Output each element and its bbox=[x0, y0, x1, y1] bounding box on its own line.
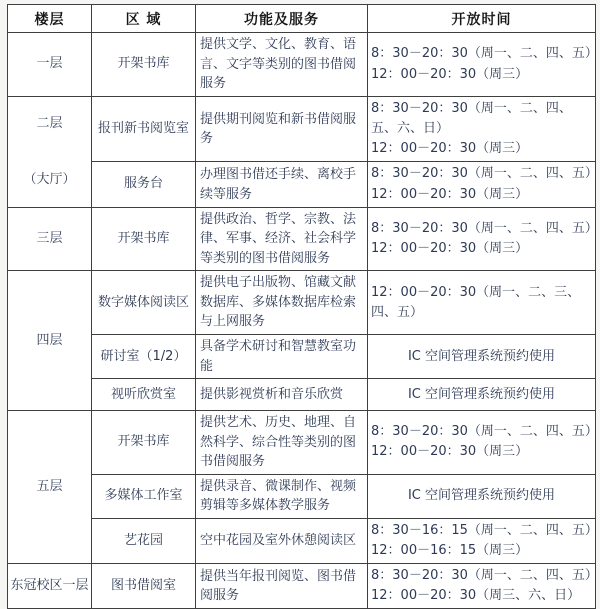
hours-line: 12：00－20：30（周三） bbox=[371, 444, 529, 460]
hours-line: IC 空间管理系统预约使用 bbox=[407, 386, 556, 402]
floor-label: 二层 bbox=[36, 115, 63, 131]
floor-cell bbox=[8, 271, 92, 411]
table-row bbox=[8, 207, 596, 271]
floor-cell bbox=[8, 97, 92, 208]
hours-line: 12：00－20：30（周三） bbox=[371, 66, 529, 82]
hours-line: 12：00－20：30（周一、二、三、四、五） bbox=[371, 284, 581, 320]
service-cell: 提供影视赏析和音乐欣赏 bbox=[196, 379, 368, 411]
header-hours: 开放时间 bbox=[368, 5, 596, 33]
table-row bbox=[8, 379, 596, 411]
table-row bbox=[8, 162, 596, 207]
service-cell: 提供电子出版物、馆藏文献数据库、多媒体数据库检索与上网服务 bbox=[196, 271, 368, 335]
header-floor: 楼层 bbox=[8, 5, 92, 33]
hours-line: 8：30－20：30（周一、二、四、五） bbox=[371, 424, 598, 440]
area-cell: 服务台 bbox=[92, 162, 196, 207]
hours-line: 8：30－20：30（周一、二、四、五） bbox=[371, 220, 598, 236]
area-cell: 开架书库 bbox=[92, 33, 196, 97]
hours-cell bbox=[368, 207, 596, 271]
hours-line: 8：30－20：30（周一、二、四、五） bbox=[371, 46, 598, 62]
hours-cell bbox=[368, 162, 596, 207]
hours-cell bbox=[368, 411, 596, 475]
hours-line: 12：00－20：30（周三、六、日） bbox=[371, 588, 581, 604]
floor-cell bbox=[8, 33, 92, 97]
area-cell: 开架书库 bbox=[92, 411, 196, 475]
area-cell: 报刊新书阅览室 bbox=[92, 97, 196, 162]
area-cell: 研讨室（1/2） bbox=[92, 335, 196, 379]
hours-cell bbox=[368, 97, 596, 162]
hours-line: 12：00－20：30（周三） bbox=[371, 240, 529, 256]
floor-cell bbox=[8, 411, 92, 564]
service-cell: 办理图书借还手续、离校手续等服务 bbox=[196, 162, 368, 207]
service-cell: 提供期刊阅览和新书借阅服务 bbox=[196, 97, 368, 162]
floor-cell bbox=[8, 207, 92, 271]
floor-label: 一层 bbox=[36, 56, 63, 72]
service-cell: 具备学术研讨和智慧教室功能 bbox=[196, 335, 368, 379]
table-row bbox=[8, 97, 596, 162]
service-cell: 提供艺术、历史、地理、自然科学、综合性等类别的图书借阅服务 bbox=[196, 411, 368, 475]
hours-line: 8：30－20：30（周一、二、四、五） bbox=[371, 567, 598, 583]
hours-cell bbox=[368, 335, 596, 379]
floor-label: 三层 bbox=[36, 230, 63, 246]
hours-line: IC 空间管理系统预约使用 bbox=[407, 488, 556, 504]
table-row bbox=[8, 271, 596, 335]
hours-cell bbox=[368, 379, 596, 411]
library-hours-table bbox=[7, 4, 596, 609]
floor-label: 四层 bbox=[36, 332, 63, 348]
area-cell: 多媒体工作室 bbox=[92, 474, 196, 518]
hours-cell bbox=[368, 474, 596, 518]
table-row bbox=[8, 411, 596, 475]
hours-cell bbox=[368, 33, 596, 97]
hours-cell bbox=[368, 518, 596, 563]
hours-line: IC 空间管理系统预约使用 bbox=[407, 348, 556, 364]
service-cell: 提供录音、微课制作、视频剪辑等多媒体教学服务 bbox=[196, 474, 368, 518]
floor-cell bbox=[8, 563, 92, 608]
hours-line: 12：00－20：30（周三） bbox=[371, 141, 529, 157]
hours-line: 12：00－16：15（周三） bbox=[371, 542, 529, 558]
area-cell: 开架书库 bbox=[92, 207, 196, 271]
area-cell: 视听欣赏室 bbox=[92, 379, 196, 411]
table-row bbox=[8, 33, 596, 97]
header-row bbox=[8, 5, 596, 33]
service-cell: 空中花园及室外休憩阅读区 bbox=[196, 518, 368, 563]
area-cell: 数字媒体阅读区 bbox=[92, 271, 196, 335]
table-row bbox=[8, 518, 596, 563]
header-area: 区 域 bbox=[92, 5, 196, 33]
hours-cell bbox=[368, 563, 596, 608]
table-row bbox=[8, 335, 596, 379]
hours-line: 8：30－20：30（周一、二、四、五） bbox=[371, 166, 598, 182]
table-row bbox=[8, 563, 596, 608]
service-cell: 提供政治、哲学、宗教、法律、军事、经济、社会科学等类别的图书借阅服务 bbox=[196, 207, 368, 271]
table-body bbox=[8, 33, 596, 609]
hours-cell bbox=[368, 271, 596, 335]
floor-label: （大厅） bbox=[23, 171, 76, 187]
area-cell: 艺花园 bbox=[92, 518, 196, 563]
hours-line: 8：30－16：15（周一、二、四、五） bbox=[371, 522, 598, 538]
service-cell: 提供当年报刊阅览、图书借阅服务 bbox=[196, 563, 368, 608]
hours-line: 12：00－20：30（周三） bbox=[371, 186, 529, 202]
service-cell: 提供文学、文化、教育、语言、文字等类别的图书借阅服务 bbox=[196, 33, 368, 97]
header-service: 功能及服务 bbox=[196, 5, 368, 33]
floor-label: 东冠校区一层 bbox=[10, 578, 89, 594]
hours-line: 8：30－20：30（周一、二、四、五、六、日） bbox=[371, 101, 572, 137]
table-row bbox=[8, 474, 596, 518]
floor-label: 五层 bbox=[36, 479, 63, 494]
area-cell: 图书借阅室 bbox=[92, 563, 196, 608]
